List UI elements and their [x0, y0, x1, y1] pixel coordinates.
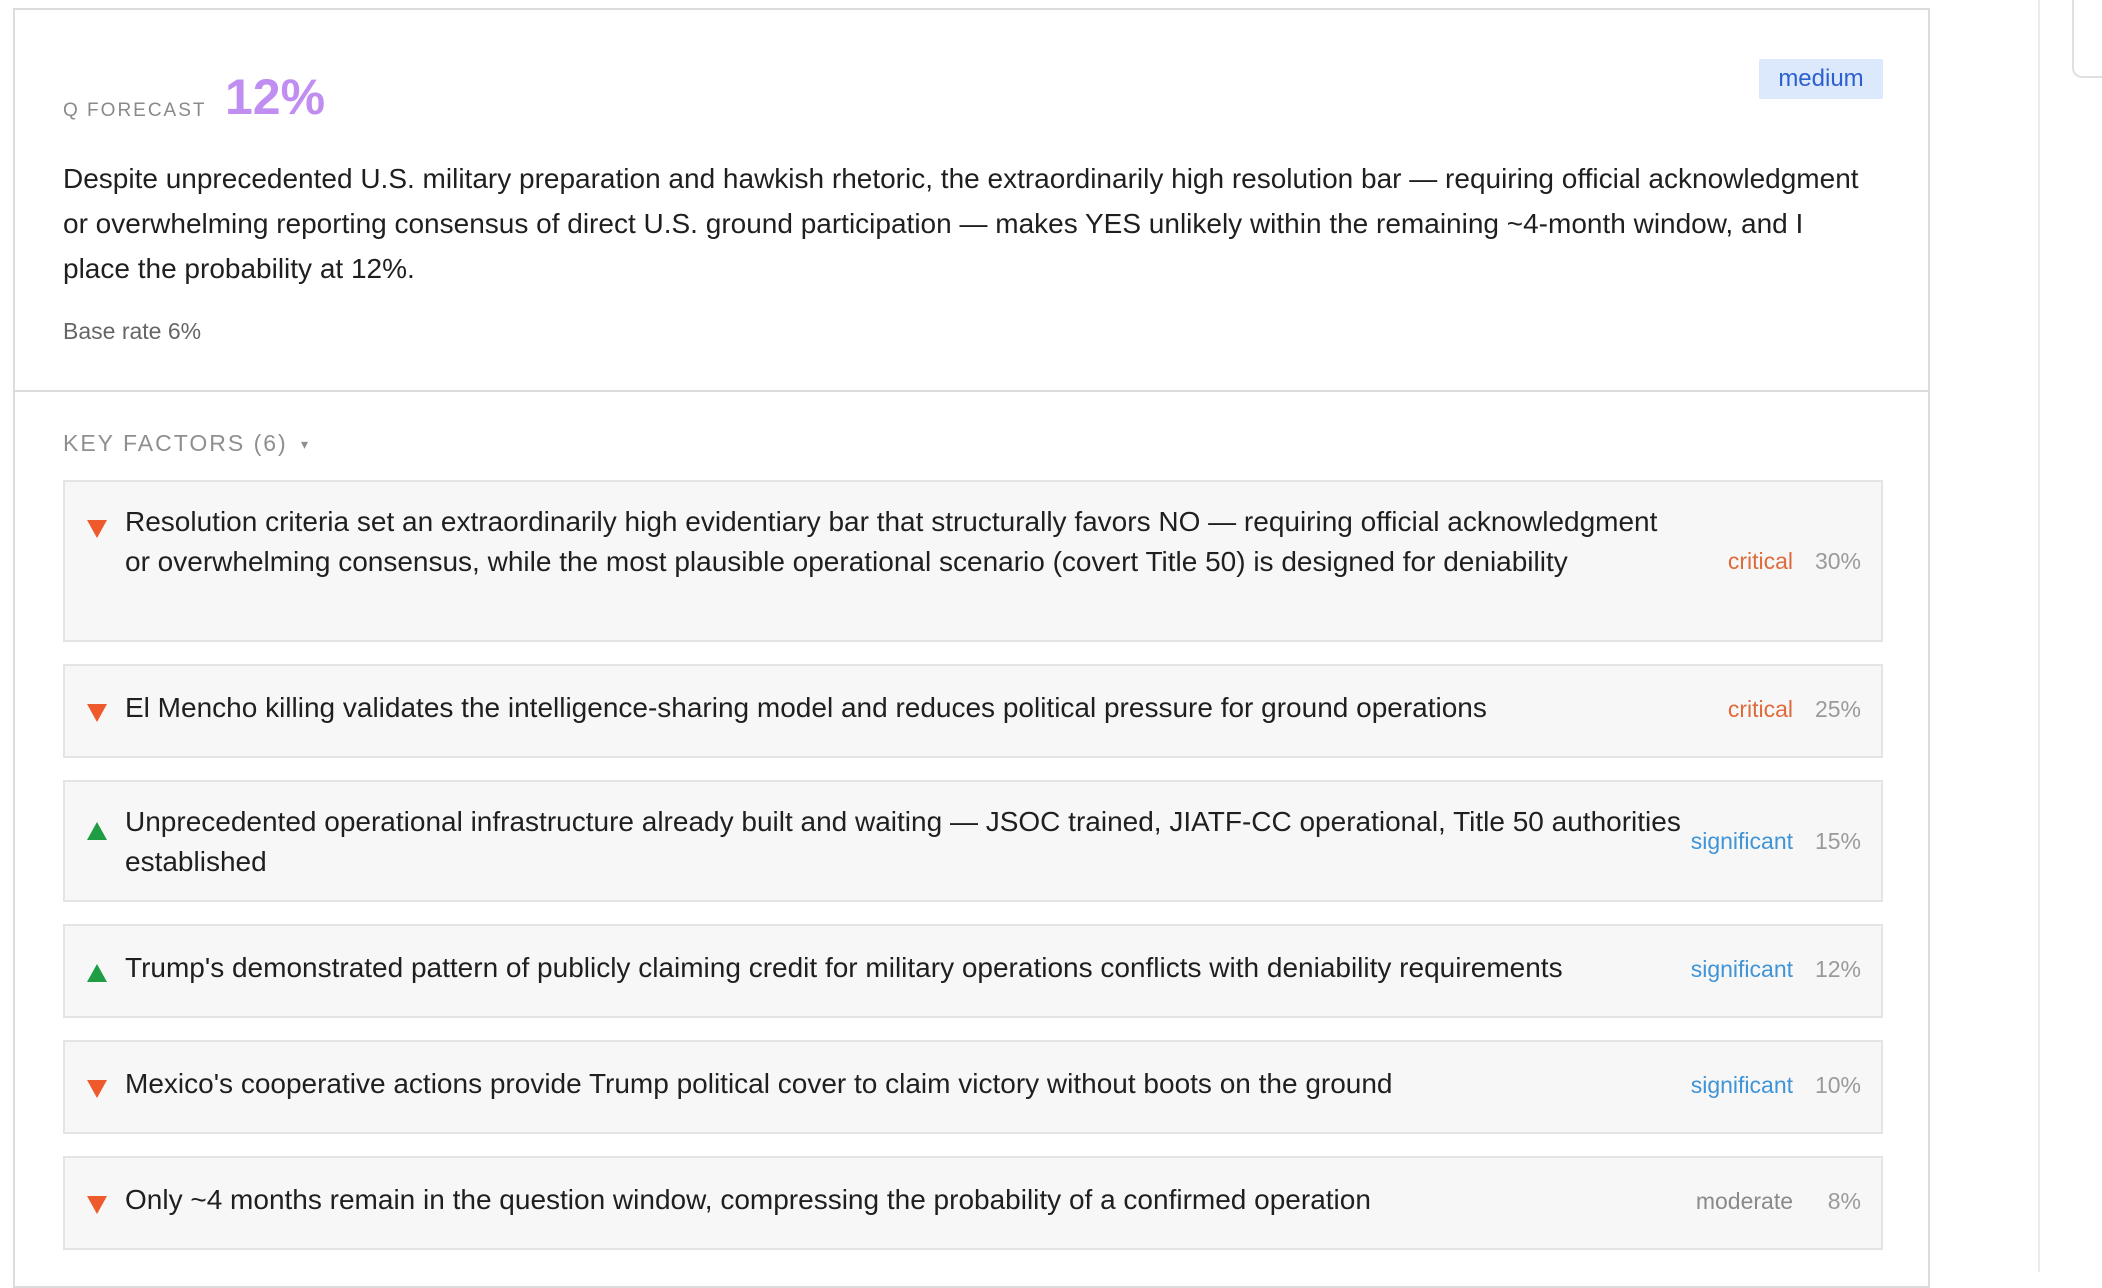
factor-row [63, 780, 1883, 902]
arrow-up-icon [87, 964, 107, 982]
factor-text: Trump's demonstrated pattern of publicly claiming credit for military operations conflicts with deniability requirements [125, 952, 1563, 983]
factor-text: Mexico's cooperative actions provide Trump political cover to claim victory without boots on the ground [125, 1068, 1393, 1099]
factor-impact: significant [1690, 1072, 1793, 1098]
factor-text: Unprecedented operational infrastructure already built and waiting — JSOC trained, JIATF-CC operational, Title 50 authorities established [125, 806, 1681, 877]
side-panel-tab[interactable] [2072, 0, 2102, 78]
confidence-badge: medium [1759, 59, 1883, 99]
factor-impact: critical [1727, 548, 1793, 574]
side-panel-divider [2038, 0, 2040, 1272]
arrow-down-icon [87, 1196, 107, 1214]
factor-weight: 25% [1814, 696, 1861, 722]
forecast-label: Q FORECAST [63, 100, 207, 121]
factor-weight: 30% [1814, 548, 1861, 574]
factor-weight: 8% [1827, 1188, 1861, 1214]
arrow-down-icon [87, 1080, 107, 1098]
factor-row [63, 924, 1883, 1018]
factor-impact: significant [1690, 956, 1793, 982]
collapse-caret-icon[interactable]: ▾ [301, 436, 309, 452]
factor-weight: 15% [1814, 828, 1861, 854]
factor-weight: 12% [1814, 956, 1861, 982]
factor-row [63, 1040, 1883, 1134]
forecast-value: 12% [225, 69, 326, 125]
factor-impact: moderate [1695, 1188, 1793, 1214]
factor-row [63, 664, 1883, 758]
factor-weight: 10% [1814, 1072, 1861, 1098]
arrow-up-icon [87, 822, 107, 840]
arrow-down-icon [87, 704, 107, 722]
factor-text: El Mencho killing validates the intelligence-sharing model and reduces political pressure for ground operations [125, 692, 1487, 723]
factor-impact: significant [1690, 828, 1793, 854]
arrow-down-icon [87, 520, 107, 538]
factor-row [63, 480, 1883, 642]
forecast-card [13, 8, 1930, 1288]
key-factors-heading[interactable]: KEY FACTORS (6) [63, 430, 288, 456]
forecast-summary-section [15, 10, 1928, 392]
factor-impact: critical [1727, 696, 1793, 722]
base-rate: Base rate 6% [63, 318, 202, 344]
forecast-summary-text: Despite unprecedented U.S. military preparation and hawkish rhetoric, the extraordinarily high resolution bar — requiring official acknowledgment or overwhelming reporting consensus of direct U.S. ground participation — makes YES unlikely within the remaining ~4-month window, and I place the probability at 12%. [63, 163, 1859, 284]
factor-text: Resolution criteria set an extraordinarily high evidentiary bar that structurally favors NO — requiring official acknowledgment or overwhelming consensus, while the most plausible operational scenario (covert Title 50) is designed for deniability [125, 506, 1658, 577]
factor-text: Only ~4 months remain in the question window, compressing the probability of a confirmed operation [125, 1184, 1371, 1215]
factor-row [63, 1156, 1883, 1250]
